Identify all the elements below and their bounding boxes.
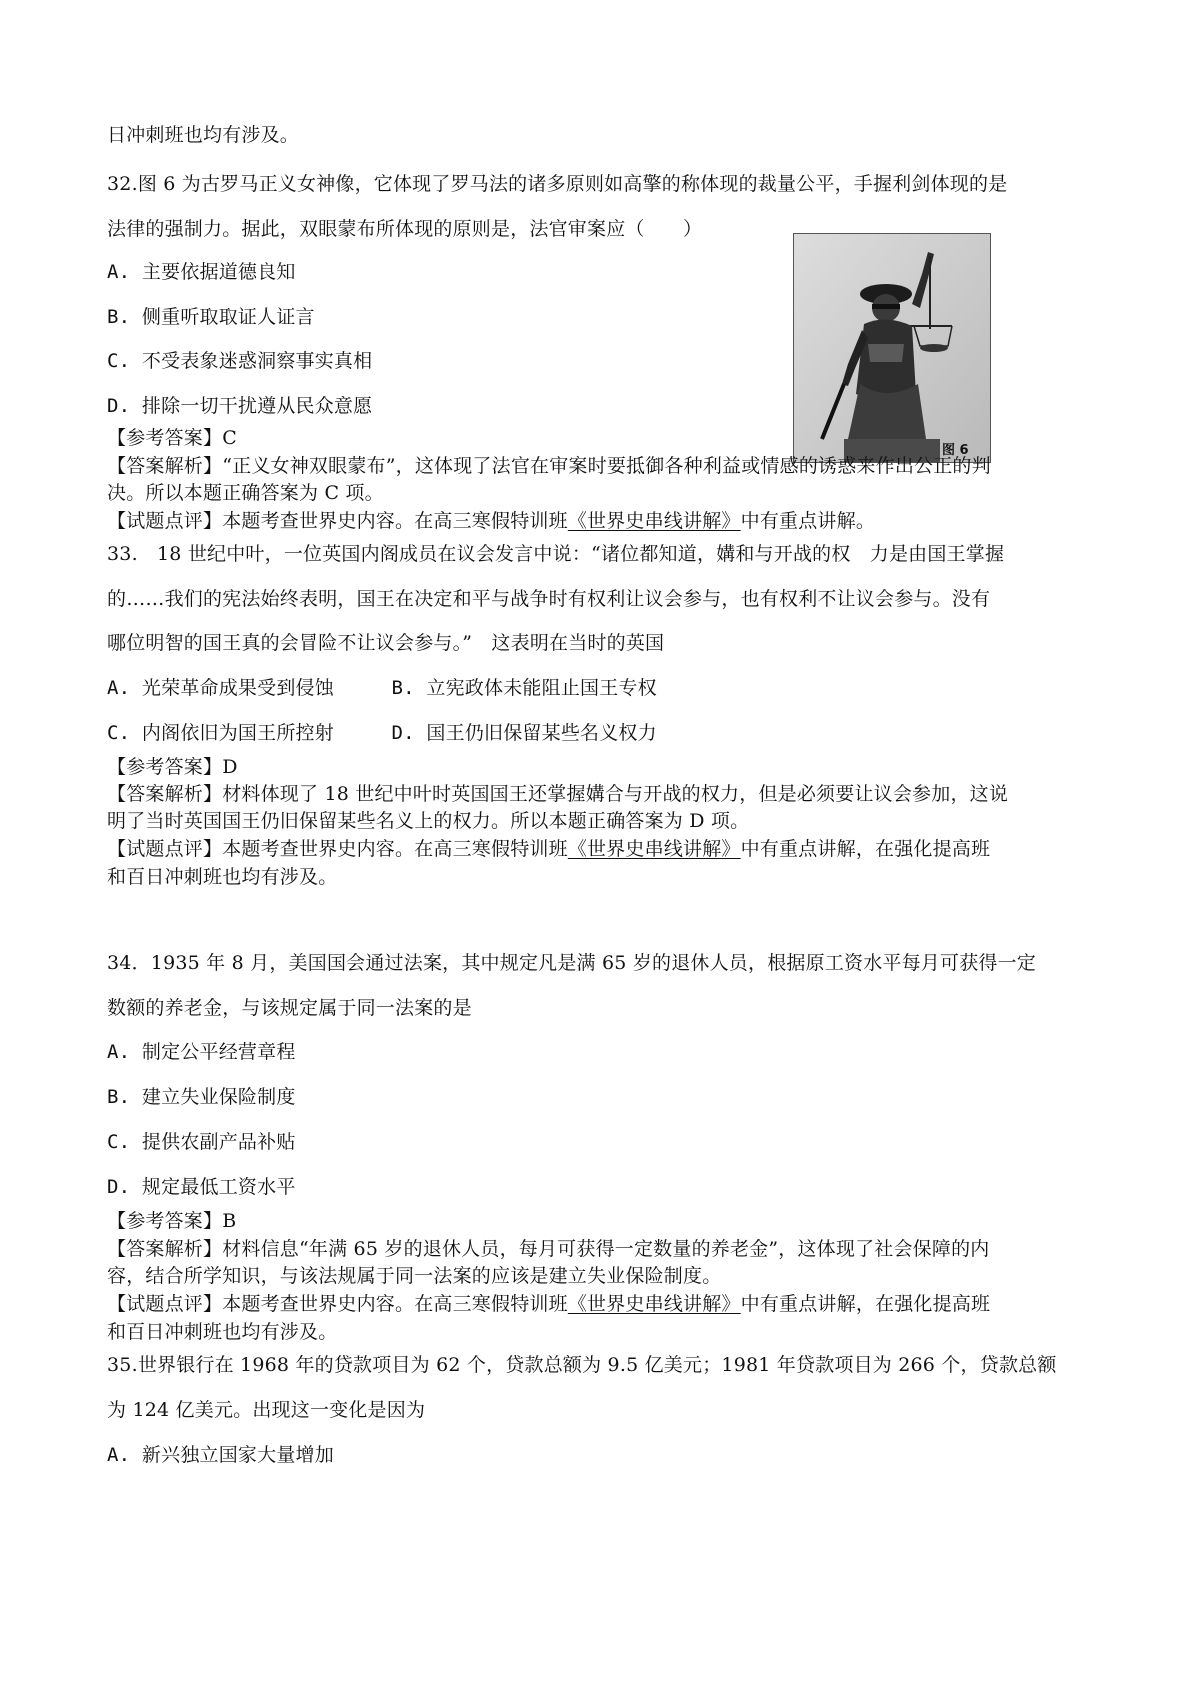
question-34-answer: 【参考答案】B xyxy=(107,1210,237,1232)
question-33-options-ab: A. 光荣革命成果受到侵蚀 B. 立宪政体未能阻止国王专权 xyxy=(107,677,657,699)
question-33-comment-2: 和百日冲刺班也均有涉及。 xyxy=(107,866,338,888)
question-35-stem-2: 为 124 亿美元。出现这一变化是因为 xyxy=(107,1399,426,1421)
question-33-stem-1: 33. 18 世纪中叶，一位英国内阁成员在议会发言中说：“诸位都知道，媾和与开战的权 力是由国王掌握 xyxy=(107,543,1005,565)
question-35-stem-1: 35.世界银行在 1968 年的贷款项目为 62 个，贷款总额为 9.5 亿美元；1981 年贷款项目为 266 个，贷款总额 xyxy=(107,1354,1057,1376)
question-34-option-b: B. 建立失业保险制度 xyxy=(107,1086,296,1108)
question-34-option-a: A. 制定公平经营章程 xyxy=(107,1041,296,1063)
question-32-explanation-2: 决。所以本题正确答案为 C 项。 xyxy=(107,482,384,504)
justice-statue-image xyxy=(794,234,990,462)
question-34-stem-2: 数额的养老金，与该规定属于同一法案的是 xyxy=(107,997,472,1019)
question-32-comment xyxy=(107,509,875,533)
question-34-comment-2: 和百日冲刺班也均有涉及。 xyxy=(107,1321,338,1343)
question-32-option-b: B. 侧重听取取证人证言 xyxy=(107,306,315,328)
question-33-explanation-2: 明了当时英国国王仍旧保留某些名义上的权力。所以本题正确答案为 D 项。 xyxy=(107,810,750,832)
figure-caption: 图 6 xyxy=(942,443,969,458)
book-title-link[interactable]: 《世界史串线讲解》 xyxy=(567,838,741,860)
question-35-option-a: A. 新兴独立国家大量增加 xyxy=(107,1444,334,1466)
question-34-stem-1: 34．1935 年 8 月，美国国会通过法案，其中规定凡是满 65 岁的退休人员，根据原工资水平每月可获得一定 xyxy=(107,952,1036,974)
question-34-comment xyxy=(107,1292,990,1316)
question-33-stem-3: 哪位明智的国王真的会冒险不让议会参与。” 这表明在当时的英国 xyxy=(107,632,665,654)
question-33-comment xyxy=(107,837,990,861)
question-33-explanation-1: 【答案解析】材料体现了 18 世纪中叶时英国国王还掌握媾合与开战的权力，但是必须要让议会参加，这说 xyxy=(107,783,1009,805)
question-34-option-d: D. 规定最低工资水平 xyxy=(107,1176,296,1198)
question-33-answer: 【参考答案】D xyxy=(107,756,238,778)
question-34-option-c: C. 提供农副产品补贴 xyxy=(107,1131,296,1153)
comment-prefix: 【试题点评】本题考查世界史内容。在高三寒假特训班 xyxy=(107,1293,568,1315)
comment-prefix: 【试题点评】本题考查世界史内容。在高三寒假特训班 xyxy=(107,838,568,860)
question-32-explanation-1: 【答案解析】“正义女神双眼蒙布”，这体现了法官在审案时要抵御各种利益或情感的诱惑来作出公正的判 xyxy=(107,455,991,477)
line-continuation: 日冲刺班也均有涉及。 xyxy=(107,124,300,146)
book-title-link[interactable]: 《世界史串线讲解》 xyxy=(567,1293,741,1315)
question-32-option-c: C. 不受表象迷惑洞察事实真相 xyxy=(107,350,373,372)
comment-suffix: 中有重点讲解。 xyxy=(740,510,876,532)
comment-suffix: 中有重点讲解，在强化提高班 xyxy=(740,838,991,860)
question-34-explanation-1: 【答案解析】材料信息“年满 65 岁的退休人员，每月可获得一定数量的养老金”，这体现了社会保障的内 xyxy=(107,1238,990,1260)
question-32-stem-2: 法律的强制力。据此，双眼蒙布所体现的原则是，法官审案应（ ） xyxy=(107,218,703,240)
question-32-stem-1: 32.图 6 为古罗马正义女神像，它体现了罗马法的诸多原则如高擎的称体现的裁量公平，手握利剑体现的是 xyxy=(107,173,1008,195)
comment-prefix: 【试题点评】本题考查世界史内容。在高三寒假特训班 xyxy=(107,510,568,532)
justice-statue-figure xyxy=(793,233,991,463)
comment-suffix: 中有重点讲解，在强化提高班 xyxy=(740,1293,991,1315)
question-32-option-d: D. 排除一切干扰遵从民众意愿 xyxy=(107,395,373,417)
book-title-link[interactable]: 《世界史串线讲解》 xyxy=(567,510,741,532)
question-32-option-a: A. 主要依据道德良知 xyxy=(107,261,296,283)
question-32-answer: 【参考答案】C xyxy=(107,427,237,449)
question-33-options-cd: C. 内阁依旧为国王所控射 D. 国王仍旧保留某些名义权力 xyxy=(107,722,657,744)
question-34-explanation-2: 容，结合所学知识，与该法规属于同一法案的应该是建立失业保险制度。 xyxy=(107,1265,722,1287)
question-33-stem-2: 的……我们的宪法始终表明，国王在决定和平与战争时有权利让议会参与，也有权利不让议会参与。没有 xyxy=(107,588,991,610)
